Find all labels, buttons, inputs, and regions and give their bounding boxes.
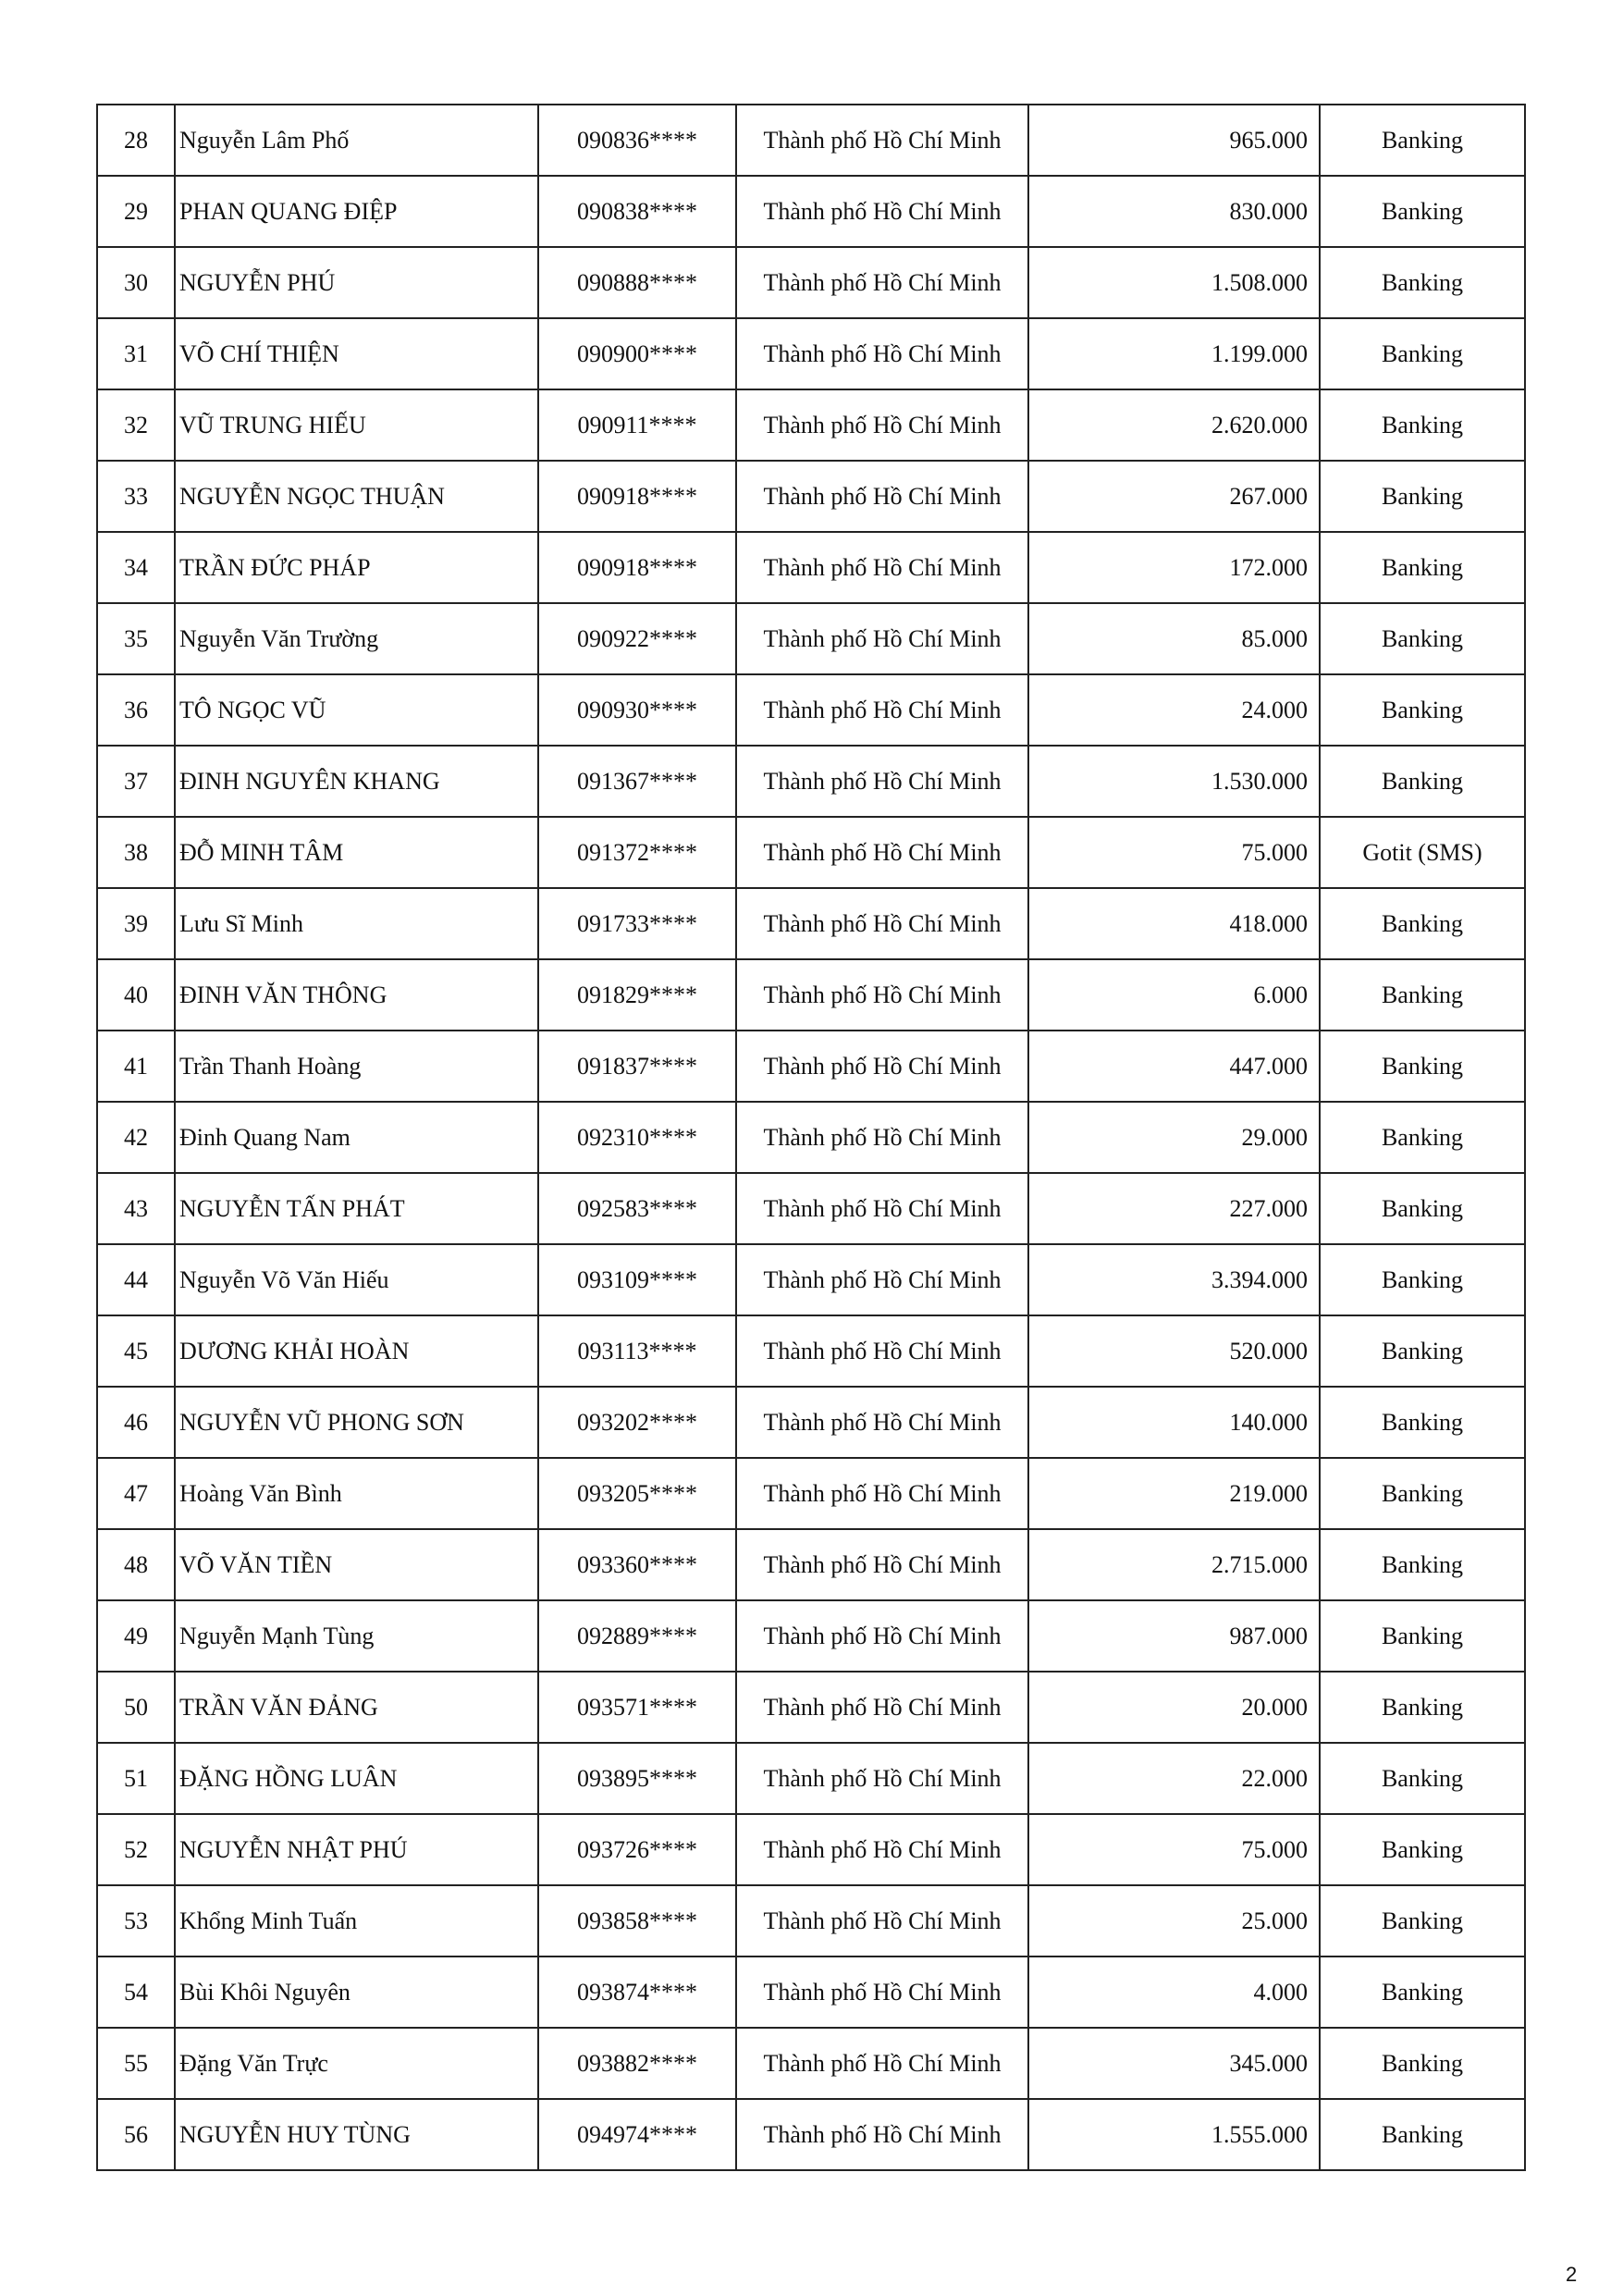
table-row: [97, 2028, 1525, 2099]
payment-method-cell: Banking: [1320, 176, 1525, 247]
phone-number-cell: 090930****: [538, 674, 736, 746]
recipient-name-cell: PHAN QUANG ĐIỆP: [175, 176, 538, 247]
row-number-cell: 53: [97, 1885, 175, 1957]
city-cell: Thành phố Hồ Chí Minh: [736, 247, 1028, 318]
phone-number-cell: 093109****: [538, 1244, 736, 1315]
payment-method-cell: Banking: [1320, 603, 1525, 674]
amount-cell: 2.620.000: [1028, 389, 1320, 461]
amount-cell: 987.000: [1028, 1600, 1320, 1672]
payment-method-cell: Banking: [1320, 1885, 1525, 1957]
phone-number-cell: 093895****: [538, 1743, 736, 1814]
phone-number-cell: 093882****: [538, 2028, 736, 2099]
amount-cell: 140.000: [1028, 1387, 1320, 1458]
row-number-cell: 32: [97, 389, 175, 461]
phone-number-cell: 092310****: [538, 1102, 736, 1173]
phone-number-cell: 092583****: [538, 1173, 736, 1244]
row-number-cell: 38: [97, 817, 175, 888]
row-number-cell: 40: [97, 959, 175, 1031]
table-body: [97, 105, 1525, 2170]
payment-method-cell: Banking: [1320, 1173, 1525, 1244]
row-number-cell: 29: [97, 176, 175, 247]
table-row: [97, 817, 1525, 888]
table-row: [97, 1387, 1525, 1458]
city-cell: Thành phố Hồ Chí Minh: [736, 1814, 1028, 1885]
table-row: [97, 1031, 1525, 1102]
table-row: [97, 746, 1525, 817]
city-cell: Thành phố Hồ Chí Minh: [736, 674, 1028, 746]
amount-cell: 25.000: [1028, 1885, 1320, 1957]
city-cell: Thành phố Hồ Chí Minh: [736, 176, 1028, 247]
city-cell: Thành phố Hồ Chí Minh: [736, 1031, 1028, 1102]
amount-cell: 267.000: [1028, 461, 1320, 532]
amount-cell: 2.715.000: [1028, 1529, 1320, 1600]
recipient-name-cell: NGUYỄN PHÚ: [175, 247, 538, 318]
phone-number-cell: 093726****: [538, 1814, 736, 1885]
table-row: [97, 176, 1525, 247]
row-number-cell: 55: [97, 2028, 175, 2099]
table-row: [97, 1957, 1525, 2028]
table-row: [97, 1458, 1525, 1529]
phone-number-cell: 093360****: [538, 1529, 736, 1600]
row-number-cell: 42: [97, 1102, 175, 1173]
table-row: [97, 1102, 1525, 1173]
payment-method-cell: Banking: [1320, 318, 1525, 389]
row-number-cell: 51: [97, 1743, 175, 1814]
table-row: [97, 461, 1525, 532]
amount-cell: 447.000: [1028, 1031, 1320, 1102]
phone-number-cell: 093874****: [538, 1957, 736, 2028]
row-number-cell: 48: [97, 1529, 175, 1600]
amount-cell: 345.000: [1028, 2028, 1320, 2099]
row-number-cell: 34: [97, 532, 175, 603]
city-cell: Thành phố Hồ Chí Minh: [736, 1885, 1028, 1957]
phone-number-cell: 091829****: [538, 959, 736, 1031]
recipient-name-cell: VŨ TRUNG HIẾU: [175, 389, 538, 461]
table-row: [97, 1600, 1525, 1672]
row-number-cell: 47: [97, 1458, 175, 1529]
city-cell: Thành phố Hồ Chí Minh: [736, 1743, 1028, 1814]
city-cell: Thành phố Hồ Chí Minh: [736, 746, 1028, 817]
city-cell: Thành phố Hồ Chí Minh: [736, 1672, 1028, 1743]
row-number-cell: 31: [97, 318, 175, 389]
recipient-name-cell: ĐẶNG HỒNG LUÂN: [175, 1743, 538, 1814]
row-number-cell: 56: [97, 2099, 175, 2170]
amount-cell: 830.000: [1028, 176, 1320, 247]
row-number-cell: 50: [97, 1672, 175, 1743]
amount-cell: 1.199.000: [1028, 318, 1320, 389]
payment-method-cell: Banking: [1320, 2028, 1525, 2099]
payment-method-cell: Banking: [1320, 959, 1525, 1031]
city-cell: Thành phố Hồ Chí Minh: [736, 2099, 1028, 2170]
city-cell: Thành phố Hồ Chí Minh: [736, 959, 1028, 1031]
table-row: [97, 1529, 1525, 1600]
recipient-name-cell: Nguyễn Lâm Phố: [175, 105, 538, 176]
phone-number-cell: 091367****: [538, 746, 736, 817]
row-number-cell: 41: [97, 1031, 175, 1102]
table-row: [97, 1743, 1525, 1814]
row-number-cell: 52: [97, 1814, 175, 1885]
recipient-name-cell: ĐINH VĂN THÔNG: [175, 959, 538, 1031]
recipient-name-cell: TRẦN ĐỨC PHÁP: [175, 532, 538, 603]
amount-cell: 1.530.000: [1028, 746, 1320, 817]
table-row: [97, 2099, 1525, 2170]
recipient-name-cell: ĐỖ MINH TÂM: [175, 817, 538, 888]
city-cell: Thành phố Hồ Chí Minh: [736, 1244, 1028, 1315]
city-cell: Thành phố Hồ Chí Minh: [736, 389, 1028, 461]
table-row: [97, 532, 1525, 603]
payment-method-cell: Banking: [1320, 1814, 1525, 1885]
amount-cell: 29.000: [1028, 1102, 1320, 1173]
amount-cell: 1.508.000: [1028, 247, 1320, 318]
table-row: [97, 1672, 1525, 1743]
phone-number-cell: 093858****: [538, 1885, 736, 1957]
table-row: [97, 1315, 1525, 1387]
payment-method-cell: Banking: [1320, 888, 1525, 959]
payment-method-cell: Banking: [1320, 1031, 1525, 1102]
city-cell: Thành phố Hồ Chí Minh: [736, 1458, 1028, 1529]
city-cell: Thành phố Hồ Chí Minh: [736, 1315, 1028, 1387]
payment-method-cell: Banking: [1320, 674, 1525, 746]
payment-method-cell: Banking: [1320, 247, 1525, 318]
payment-method-cell: Banking: [1320, 1672, 1525, 1743]
city-cell: Thành phố Hồ Chí Minh: [736, 2028, 1028, 2099]
amount-cell: 172.000: [1028, 532, 1320, 603]
phone-number-cell: 093202****: [538, 1387, 736, 1458]
table-row: [97, 603, 1525, 674]
recipient-name-cell: NGUYỄN NHẬT PHÚ: [175, 1814, 538, 1885]
amount-cell: 418.000: [1028, 888, 1320, 959]
city-cell: Thành phố Hồ Chí Minh: [736, 1173, 1028, 1244]
phone-number-cell: 090888****: [538, 247, 736, 318]
phone-number-cell: 091837****: [538, 1031, 736, 1102]
amount-cell: 6.000: [1028, 959, 1320, 1031]
city-cell: Thành phố Hồ Chí Minh: [736, 1957, 1028, 2028]
row-number-cell: 46: [97, 1387, 175, 1458]
row-number-cell: 54: [97, 1957, 175, 2028]
table-row: [97, 389, 1525, 461]
phone-number-cell: 090900****: [538, 318, 736, 389]
amount-cell: 75.000: [1028, 817, 1320, 888]
row-number-cell: 33: [97, 461, 175, 532]
amount-cell: 520.000: [1028, 1315, 1320, 1387]
recipient-name-cell: VÕ CHÍ THIỆN: [175, 318, 538, 389]
payment-method-cell: Banking: [1320, 1600, 1525, 1672]
recipient-name-cell: NGUYỄN TẤN PHÁT: [175, 1173, 538, 1244]
row-number-cell: 30: [97, 247, 175, 318]
city-cell: Thành phố Hồ Chí Minh: [736, 461, 1028, 532]
recipient-name-cell: Trần Thanh Hoàng: [175, 1031, 538, 1102]
phone-number-cell: 090911****: [538, 389, 736, 461]
table-row: [97, 105, 1525, 176]
row-number-cell: 35: [97, 603, 175, 674]
recipient-name-cell: NGUYỄN NGỌC THUẬN: [175, 461, 538, 532]
city-cell: Thành phố Hồ Chí Minh: [736, 1529, 1028, 1600]
city-cell: Thành phố Hồ Chí Minh: [736, 817, 1028, 888]
recipient-name-cell: TÔ NGỌC VŨ: [175, 674, 538, 746]
recipients-table: [96, 104, 1526, 2171]
payment-method-cell: Banking: [1320, 1315, 1525, 1387]
recipient-name-cell: VÕ VĂN TIỀN: [175, 1529, 538, 1600]
city-cell: Thành phố Hồ Chí Minh: [736, 105, 1028, 176]
recipient-name-cell: TRẦN VĂN ĐẢNG: [175, 1672, 538, 1743]
payment-method-cell: Banking: [1320, 461, 1525, 532]
phone-number-cell: 094974****: [538, 2099, 736, 2170]
table-row: [97, 318, 1525, 389]
row-number-cell: 39: [97, 888, 175, 959]
recipient-name-cell: DƯƠNG KHẢI HOÀN: [175, 1315, 538, 1387]
recipient-name-cell: Khổng Minh Tuấn: [175, 1885, 538, 1957]
amount-cell: 20.000: [1028, 1672, 1320, 1743]
table-row: [97, 888, 1525, 959]
payment-method-cell: Gotit (SMS): [1320, 817, 1525, 888]
phone-number-cell: 090838****: [538, 176, 736, 247]
row-number-cell: 28: [97, 105, 175, 176]
phone-number-cell: 090918****: [538, 461, 736, 532]
recipient-name-cell: NGUYỄN HUY TÙNG: [175, 2099, 538, 2170]
table-row: [97, 959, 1525, 1031]
recipient-name-cell: Đinh Quang Nam: [175, 1102, 538, 1173]
payment-method-cell: Banking: [1320, 532, 1525, 603]
phone-number-cell: 091372****: [538, 817, 736, 888]
amount-cell: 75.000: [1028, 1814, 1320, 1885]
table-row: [97, 1814, 1525, 1885]
phone-number-cell: 090918****: [538, 532, 736, 603]
amount-cell: 965.000: [1028, 105, 1320, 176]
row-number-cell: 49: [97, 1600, 175, 1672]
recipient-name-cell: Nguyễn Võ Văn Hiếu: [175, 1244, 538, 1315]
row-number-cell: 43: [97, 1173, 175, 1244]
recipient-name-cell: Nguyễn Mạnh Tùng: [175, 1600, 538, 1672]
city-cell: Thành phố Hồ Chí Minh: [736, 1600, 1028, 1672]
recipient-name-cell: NGUYỄN VŨ PHONG SƠN: [175, 1387, 538, 1458]
recipient-name-cell: Nguyễn Văn Trường: [175, 603, 538, 674]
city-cell: Thành phố Hồ Chí Minh: [736, 1387, 1028, 1458]
table-row: [97, 1885, 1525, 1957]
payment-method-cell: Banking: [1320, 389, 1525, 461]
city-cell: Thành phố Hồ Chí Minh: [736, 603, 1028, 674]
phone-number-cell: 090836****: [538, 105, 736, 176]
recipient-name-cell: ĐINH NGUYÊN KHANG: [175, 746, 538, 817]
recipient-name-cell: Hoàng Văn Bình: [175, 1458, 538, 1529]
amount-cell: 1.555.000: [1028, 2099, 1320, 2170]
payment-method-cell: Banking: [1320, 2099, 1525, 2170]
row-number-cell: 37: [97, 746, 175, 817]
city-cell: Thành phố Hồ Chí Minh: [736, 318, 1028, 389]
amount-cell: 227.000: [1028, 1173, 1320, 1244]
table-row: [97, 1173, 1525, 1244]
row-number-cell: 44: [97, 1244, 175, 1315]
amount-cell: 3.394.000: [1028, 1244, 1320, 1315]
table-row: [97, 247, 1525, 318]
payment-method-cell: Banking: [1320, 1244, 1525, 1315]
payment-method-cell: Banking: [1320, 1458, 1525, 1529]
city-cell: Thành phố Hồ Chí Minh: [736, 532, 1028, 603]
amount-cell: 4.000: [1028, 1957, 1320, 2028]
recipient-name-cell: Lưu Sĩ Minh: [175, 888, 538, 959]
payment-method-cell: Banking: [1320, 1102, 1525, 1173]
table-row: [97, 1244, 1525, 1315]
table-row: [97, 674, 1525, 746]
payment-method-cell: Banking: [1320, 1743, 1525, 1814]
payment-method-cell: Banking: [1320, 1387, 1525, 1458]
page-number: 2: [1566, 2263, 1578, 2286]
payment-method-cell: Banking: [1320, 1529, 1525, 1600]
amount-cell: 24.000: [1028, 674, 1320, 746]
recipient-name-cell: Đặng Văn Trực: [175, 2028, 538, 2099]
amount-cell: 219.000: [1028, 1458, 1320, 1529]
city-cell: Thành phố Hồ Chí Minh: [736, 888, 1028, 959]
phone-number-cell: 093113****: [538, 1315, 736, 1387]
row-number-cell: 36: [97, 674, 175, 746]
payment-method-cell: Banking: [1320, 105, 1525, 176]
amount-cell: 85.000: [1028, 603, 1320, 674]
payment-method-cell: Banking: [1320, 1957, 1525, 2028]
phone-number-cell: 091733****: [538, 888, 736, 959]
payment-method-cell: Banking: [1320, 746, 1525, 817]
city-cell: Thành phố Hồ Chí Minh: [736, 1102, 1028, 1173]
phone-number-cell: 092889****: [538, 1600, 736, 1672]
row-number-cell: 45: [97, 1315, 175, 1387]
recipient-name-cell: Bùi Khôi Nguyên: [175, 1957, 538, 2028]
phone-number-cell: 093205****: [538, 1458, 736, 1529]
amount-cell: 22.000: [1028, 1743, 1320, 1814]
phone-number-cell: 090922****: [538, 603, 736, 674]
phone-number-cell: 093571****: [538, 1672, 736, 1743]
